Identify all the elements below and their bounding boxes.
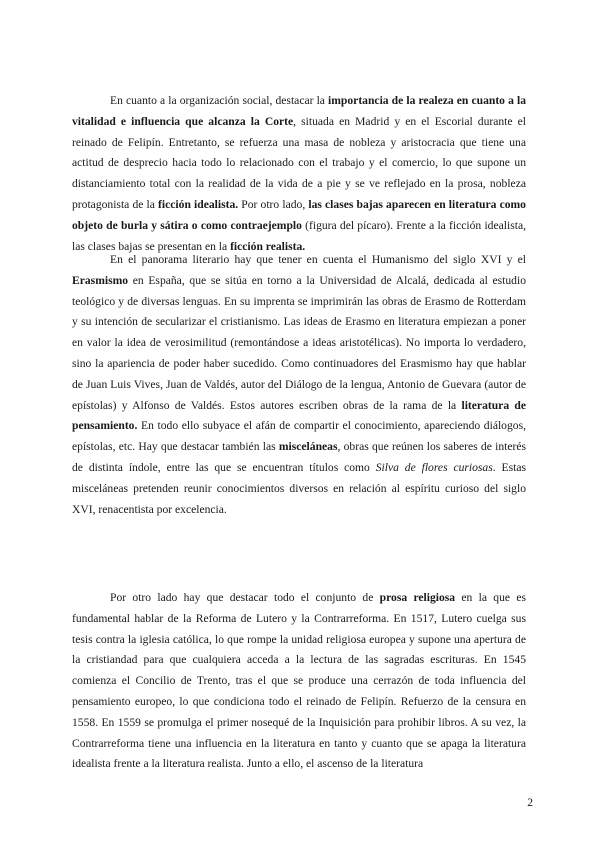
text-run: en España, que se sitúa en torno a la Universidad de Alcalá, dedicada al estudio teológico y de diversas lenguas. En su imprenta se imprimirán las obras de Erasmo de Rotterdam y su intención de secularizar el cristianismo. Las ideas de Erasmo en literatura empiezan a poner en valor la idea de verosimilitud (remontándose a ideas aristotélicas). No importa lo verdadero, sino la apariencia de poder haber sucedido. Como continuadores del Erasmismo hay que hablar de Juan Luis Vives, Juan de Valdés, autor del Diálogo de la lengua, Antonio de Guevara (autor de epístolas) y Alfonso de Valdés. Estos autores escriben obras de la rama de la <box>72 273 526 412</box>
bold-phrase: Erasmismo <box>72 273 129 287</box>
text-run: en la que es fundamental hablar de la Reforma de Lutero y la Contrarreforma. En 1517, Lutero cuelga sus tesis contra la iglesia católica, lo que rompe la unidad religiosa europea y supone una apertura de la cristiandad para que cualquiera acceda a la lectura de las sagradas escrituras. En 1545 comienza el Concilio de Trento, tras el que se produce una cerrazón de toda influencia del pensamiento europeo, lo que condiciona todo el reinado de Felipín. Refuerzo de la censura en 1558. En 1559 se promulga el primer nosequé de la Inquisición para prohibir libros. A su vez, la Contrarreforma tiene una influencia en la literatura en tanto y cuanto que se apaga la literatura idealista frente a la literatura realista. Junto a ello, el ascenso de la literatura <box>72 591 526 771</box>
text-run: En todo ello subyace el afán de compartir el conocimiento, apareciendo diálogos, epístolas, etc. Hay que destacar también las <box>72 419 526 454</box>
bold-phrase: importancia de la realeza en cuanto a la vitalidad e influencia que alcanza la Corte <box>72 94 526 128</box>
bold-phrase: ficción idealista. <box>158 197 239 211</box>
text-run: (figura del pícaro). Frente a la ficción idealista, las clases bajas se presentan en la <box>72 218 526 253</box>
bold-phrase: las clases bajas aparecen en literatura como objeto de burla y sátira o como contraejemplo <box>72 197 526 232</box>
bold-phrase: misceláneas <box>278 440 338 454</box>
paragraph-erasmismo <box>72 250 526 520</box>
page-number: 2 <box>527 797 533 809</box>
text-run: En el panorama literario hay que tener en cuenta el Humanismo del siglo XVI y el <box>110 253 526 266</box>
text-run: , situada en Madrid y en el Escorial durante el reinado de Felipín. Entretanto, se refuerza una masa de nobleza y aristocracia que tiene una actitud de desprecio hacia todo lo relacionado con el trabajo y el comercio, lo que supone un distanciamiento total con la realidad de la vida de a pie y se ve reflejado en la prosa, nobleza protagonista de la <box>72 114 526 211</box>
text-run: Por otro lado hay que destacar todo el conjunto de <box>110 591 380 604</box>
text-run: , obras que reúnen los saberes de interés de distinta índole, entre las que se encuentran títulos como <box>72 440 526 474</box>
italic-title: Silva de flores curiosas <box>375 460 493 474</box>
text-run: . Estas misceláneas pretenden reunir conocimientos diversos en relación al espíritu curioso del siglo XVI, renacentista por excelencia. <box>72 460 526 516</box>
bold-phrase: prosa religiosa <box>379 591 456 604</box>
paragraph-social-organization <box>72 91 526 257</box>
bold-phrase: literatura de pensamiento. <box>72 398 526 433</box>
text-run: En cuanto a la organización social, destacar la <box>110 94 329 107</box>
bold-phrase: ficción realista. <box>230 239 306 253</box>
text-run: Por otro lado, <box>238 197 309 211</box>
paragraph-prosa-religiosa <box>72 588 526 775</box>
